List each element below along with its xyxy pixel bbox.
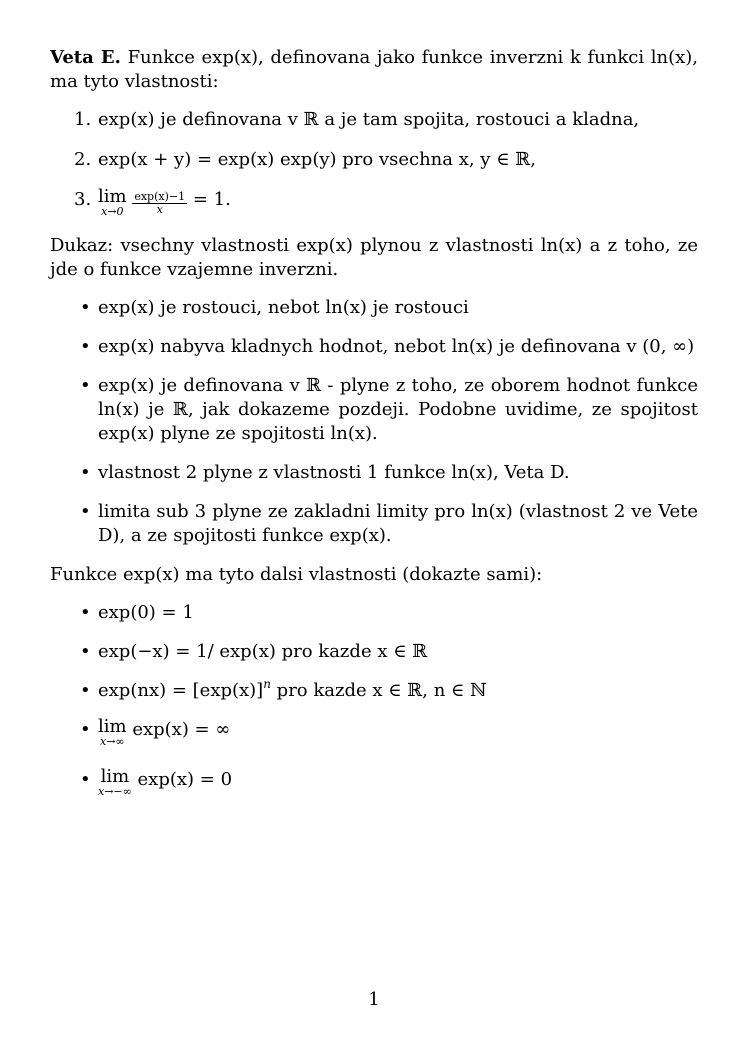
bullet-icon: • [80, 375, 91, 396]
list-item-text: exp(x) = ∞ [126, 719, 231, 740]
list-item-text: exp(x) je definovana v ℝ - plyne z toho, ze oborem hodnot funkce ln(x) je ℝ, jak dokazeme pozdeji. Podobne uvidime, ze spojitost exp(x) plyne ze spojitosti ln(x). [98, 375, 698, 444]
bullet-icon: • [80, 719, 91, 740]
limit-expression [98, 188, 127, 218]
proof-list [50, 296, 698, 548]
list-item [80, 296, 698, 320]
proof-intro: Dukaz: vsechny vlastnosti exp(x) plynou z vlastnosti ln(x) a z toho, ze jde o funkce vzajemne inverzni. [50, 235, 698, 280]
bullet-icon: • [80, 297, 91, 318]
property-number: 2. [74, 149, 92, 170]
list-item [80, 677, 698, 703]
list-item-text: exp(x) = 0 [131, 769, 233, 790]
property-text: = 1. [192, 189, 231, 210]
fraction-numerator: exp(x)−1 [134, 190, 186, 203]
property-item [74, 188, 698, 218]
list-item [80, 500, 698, 548]
list-item [80, 640, 698, 664]
limit-operator: lim [100, 766, 130, 787]
property-number: 1. [74, 109, 92, 130]
limit-subscript: x→∞ [100, 735, 125, 748]
bullet-icon: • [80, 602, 91, 623]
list-item-text: exp(x) nabyva kladnych hodnot, nebot ln(x) je definovana v (0, ∞) [98, 336, 695, 357]
property-text: exp(x + y) = exp(x) exp(y) pro vsechna x, y ∈ ℝ, [98, 149, 536, 170]
property-number: 3. [74, 189, 92, 210]
property-item [74, 148, 698, 172]
bullet-icon: • [80, 501, 91, 522]
limit-subscript: x→−∞ [98, 785, 132, 798]
list-item-text: vlastnost 2 plyne z vlastnosti 1 funkce ln(x), Veta D. [98, 462, 570, 483]
list-item [80, 766, 698, 798]
limit-expression [98, 768, 132, 798]
theorem-intro-text: Funkce exp(x), definovana jako funkce inverzni k funkci ln(x), ma tyto vlastnosti: [50, 47, 698, 92]
further-list [50, 601, 698, 798]
list-item [80, 716, 698, 748]
page-number: 1 [368, 989, 380, 1010]
list-item [80, 461, 698, 485]
limit-subscript: x→0 [101, 205, 124, 218]
list-item-text: exp(x) je rostouci, nebot ln(x) je rostouci [98, 297, 469, 318]
theorem-label: Veta E. [50, 47, 121, 68]
document-page [50, 46, 698, 813]
list-item-text: pro kazde x ∈ ℝ, n ∈ ℕ [270, 680, 487, 701]
bullet-icon: • [80, 641, 91, 662]
list-item-text: limita sub 3 plyne ze zakladni limity pro ln(x) (vlastnost 2 ve Vete D), a ze spojitosti funkce exp(x). [98, 501, 698, 546]
list-item-text: exp(−x) = 1/ exp(x) pro kazde x ∈ ℝ [98, 641, 428, 662]
list-item-text: exp(nx) = [exp(x)] [98, 680, 264, 701]
properties-list [50, 108, 698, 218]
exponent: n [263, 677, 271, 691]
bullet-icon: • [80, 336, 91, 357]
limit-operator: lim [98, 186, 127, 207]
bullet-icon: • [80, 769, 91, 790]
property-item [74, 108, 698, 132]
fraction [132, 191, 187, 216]
limit-operator: lim [98, 716, 127, 737]
list-item [80, 601, 698, 625]
theorem-intro [50, 46, 698, 94]
fraction-denominator: x [156, 203, 163, 216]
further-intro: Funkce exp(x) ma tyto dalsi vlastnosti (dokazte sami): [50, 564, 543, 585]
list-item-text: exp(0) = 1 [98, 602, 194, 623]
list-item [80, 335, 698, 359]
list-item [80, 374, 698, 446]
bullet-icon: • [80, 680, 91, 701]
bullet-icon: • [80, 462, 91, 483]
limit-expression [98, 718, 127, 748]
property-text: exp(x) je definovana v ℝ a je tam spojita, rostouci a kladna, [98, 109, 640, 130]
